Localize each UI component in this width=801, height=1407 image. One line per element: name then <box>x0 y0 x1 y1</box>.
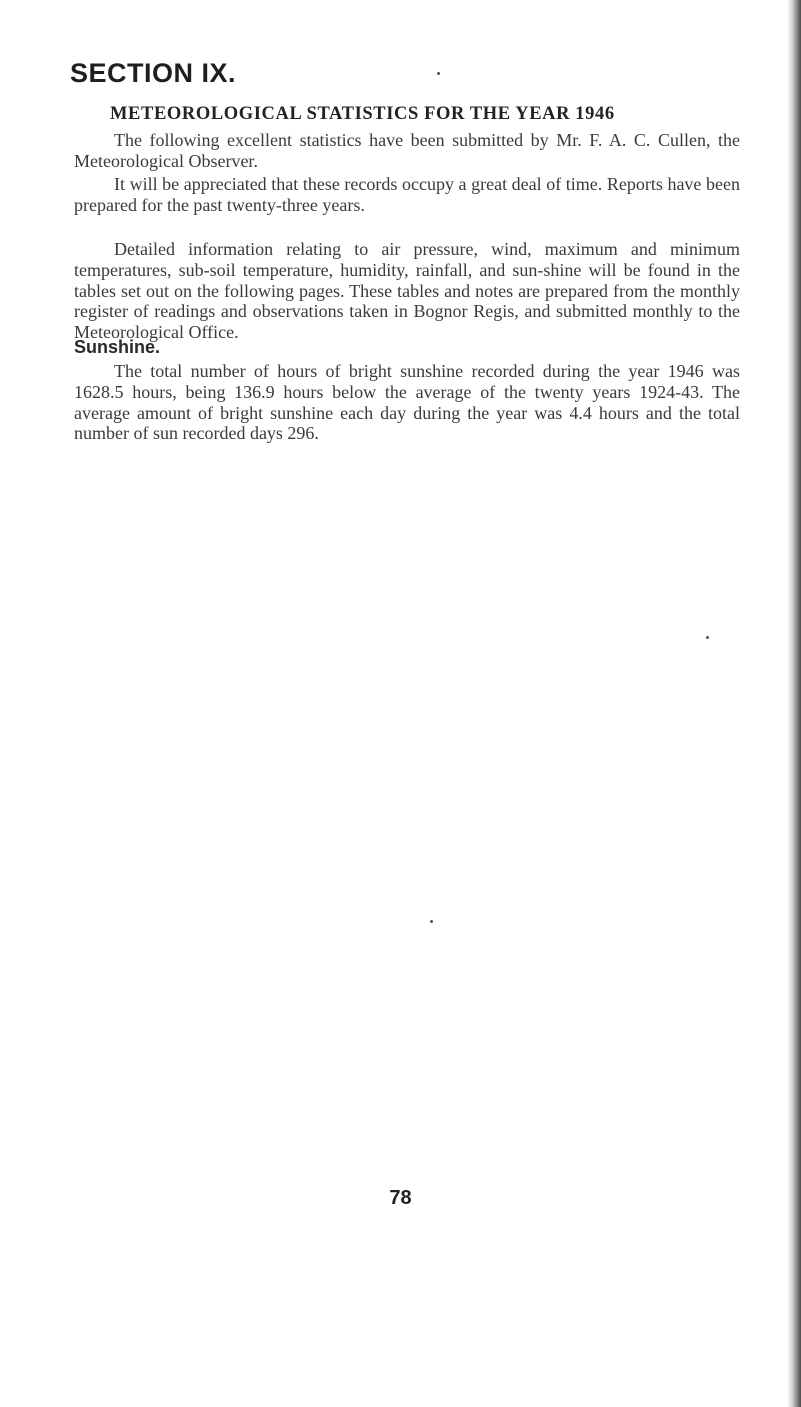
paper-speck <box>430 920 433 923</box>
sunshine-paragraph: The total number of hours of bright sunshine recorded during the year 1946 was 1628.5 hours, being 136.9 hours below the average of the twenty years 1924-43. The average amount of bright sunshine each day during the year was 4.4 hours and the total number of sun recorded days 296. <box>74 361 740 444</box>
document-title: METEOROLOGICAL STATISTICS FOR THE YEAR 1946 <box>110 104 615 124</box>
sunshine-heading: Sunshine. <box>74 337 161 357</box>
records-paragraph: It will be appreciated that these records occupy a great deal of time. Reports have been prepared for the past twenty-three years. <box>74 174 740 215</box>
details-paragraph: Detailed information relating to air pressure, wind, maximum and minimum temperatures, sub-soil temperature, humidity, rainfall, and sun-shine will be found in the tables set out on the following pages. These tables and notes are prepared from the monthly register of readings and observations taken in Bognor Regis, and submitted monthly to the Meteorological Office. <box>74 239 740 343</box>
intro-paragraph: The following excellent statistics have been submitted by Mr. F. A. C. Cullen, the Meteorological Observer. <box>74 130 740 171</box>
scan-binding-edge <box>787 0 801 1407</box>
paper-speck <box>437 72 440 75</box>
section-heading: SECTION IX. <box>70 58 237 88</box>
paper-speck <box>706 636 709 639</box>
page-number: 78 <box>389 1187 412 1209</box>
